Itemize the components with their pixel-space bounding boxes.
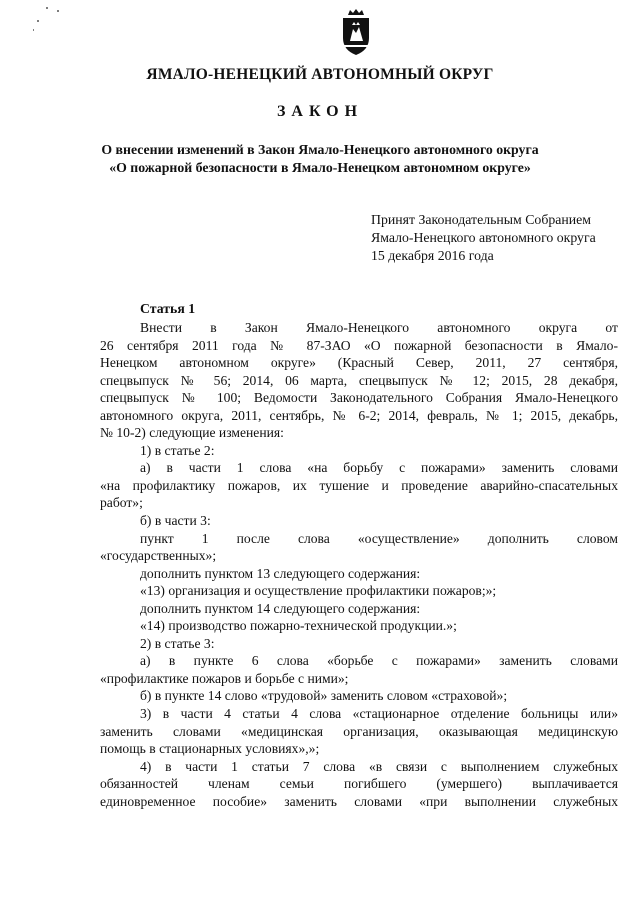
scan-speck [57,10,59,12]
scan-speck [37,20,39,22]
subject-line: О внесении изменений в Закон Ямало-Ненецкого автономного округа [101,142,539,157]
text-line: Ненецком автономном округе» (Красный Север, 2011, 27 сентября, [100,355,618,371]
text-line: дополнить пунктом 14 следующего содержания: [140,600,421,616]
text-line: а) в части 1 слова «на борьбу с пожарами» заменить словами [140,460,618,476]
text-line: единовременное пособие» заменить словами «при выполнении служебных [100,793,618,809]
adoption-line: Ямало-Ненецкого автономного округа [371,230,596,245]
subject-line: «О пожарной безопасности в Ямало-Ненецком автономном округе» [109,160,531,175]
text-line: «13) организация и осуществление профилактики пожаров;»; [140,583,497,599]
text-line: спецвыпуск № 56; 2014, 06 марта, спецвыпуск № 12; 2015, 28 декабря, [100,372,618,388]
text-line: дополнить пунктом 13 следующего содержания: [140,565,421,581]
text-line: б) в части 3: [140,513,211,529]
text-line: помощь в стационарных условиях»,»; [100,741,320,757]
text-line: работ»; [100,495,143,511]
text-line: Внести в Закон Ямало-Ненецкого автономного округа от [140,320,618,335]
text-line: пункт 1 после слова «осуществление» дополнить словом [140,530,618,546]
text-line: а) в пункте 6 слова «борьбе с пожарами» заменить словами [140,653,618,669]
text-line: автономного округа, 2011, сентябрь, № 6-2; 2014, февраль, № 1; 2015, декабрь, [100,407,618,423]
text-line: заменить словами «медицинская организация, оказывающая медицинскую [100,723,618,739]
text-line: обязанностей членам семьи погибшего (умершего) выплачивается [100,776,618,792]
text-line: 4) в части 1 статьи 7 слова «в связи с выполнением служебных [140,758,618,774]
text-line: «профилактике пожаров и борьбе с ними»; [100,670,349,686]
text-line: «государственных»; [100,548,217,564]
text-line: «14) производство пожарно-технической продукции.»; [140,618,457,634]
law-subject [0,141,640,177]
scan-speck [33,29,34,31]
article-title: Статья 1 [140,301,196,316]
text-line: «на профилактику пожаров, их тушение и проведение аварийно-спасательных [100,477,618,493]
text-line: 2) в статье 3: [140,635,215,651]
scan-speck [46,7,48,9]
region-title: ЯМАЛО-НЕНЕЦКИЙ АВТОНОМНЫЙ ОКРУГ [146,66,494,83]
adoption-note [371,211,596,265]
coat-of-arms-icon [339,8,373,56]
article-body [100,319,618,810]
text-line: б) в пункте 14 слово «трудовой» заменить словом «страховой»; [140,688,508,704]
document-type: ЗАКОН [276,103,364,120]
text-line: 1) в статье 2: [140,442,215,458]
text-line: 26 сентября 2011 года № 87-ЗАО «О пожарной безопасности в Ямало- [100,337,618,353]
text-line: № 10-2) следующие изменения: [100,425,284,441]
text-line: 3) в части 4 статьи 4 слова «стационарное отделение больницы или» [140,706,618,722]
adoption-line: Принят Законодательным Собранием [371,212,591,227]
adoption-line: 15 декабря 2016 года [371,248,494,263]
text-line: спецвыпуск № 100; Ведомости Законодательного Собрания Ямало-Ненецкого [100,390,618,406]
